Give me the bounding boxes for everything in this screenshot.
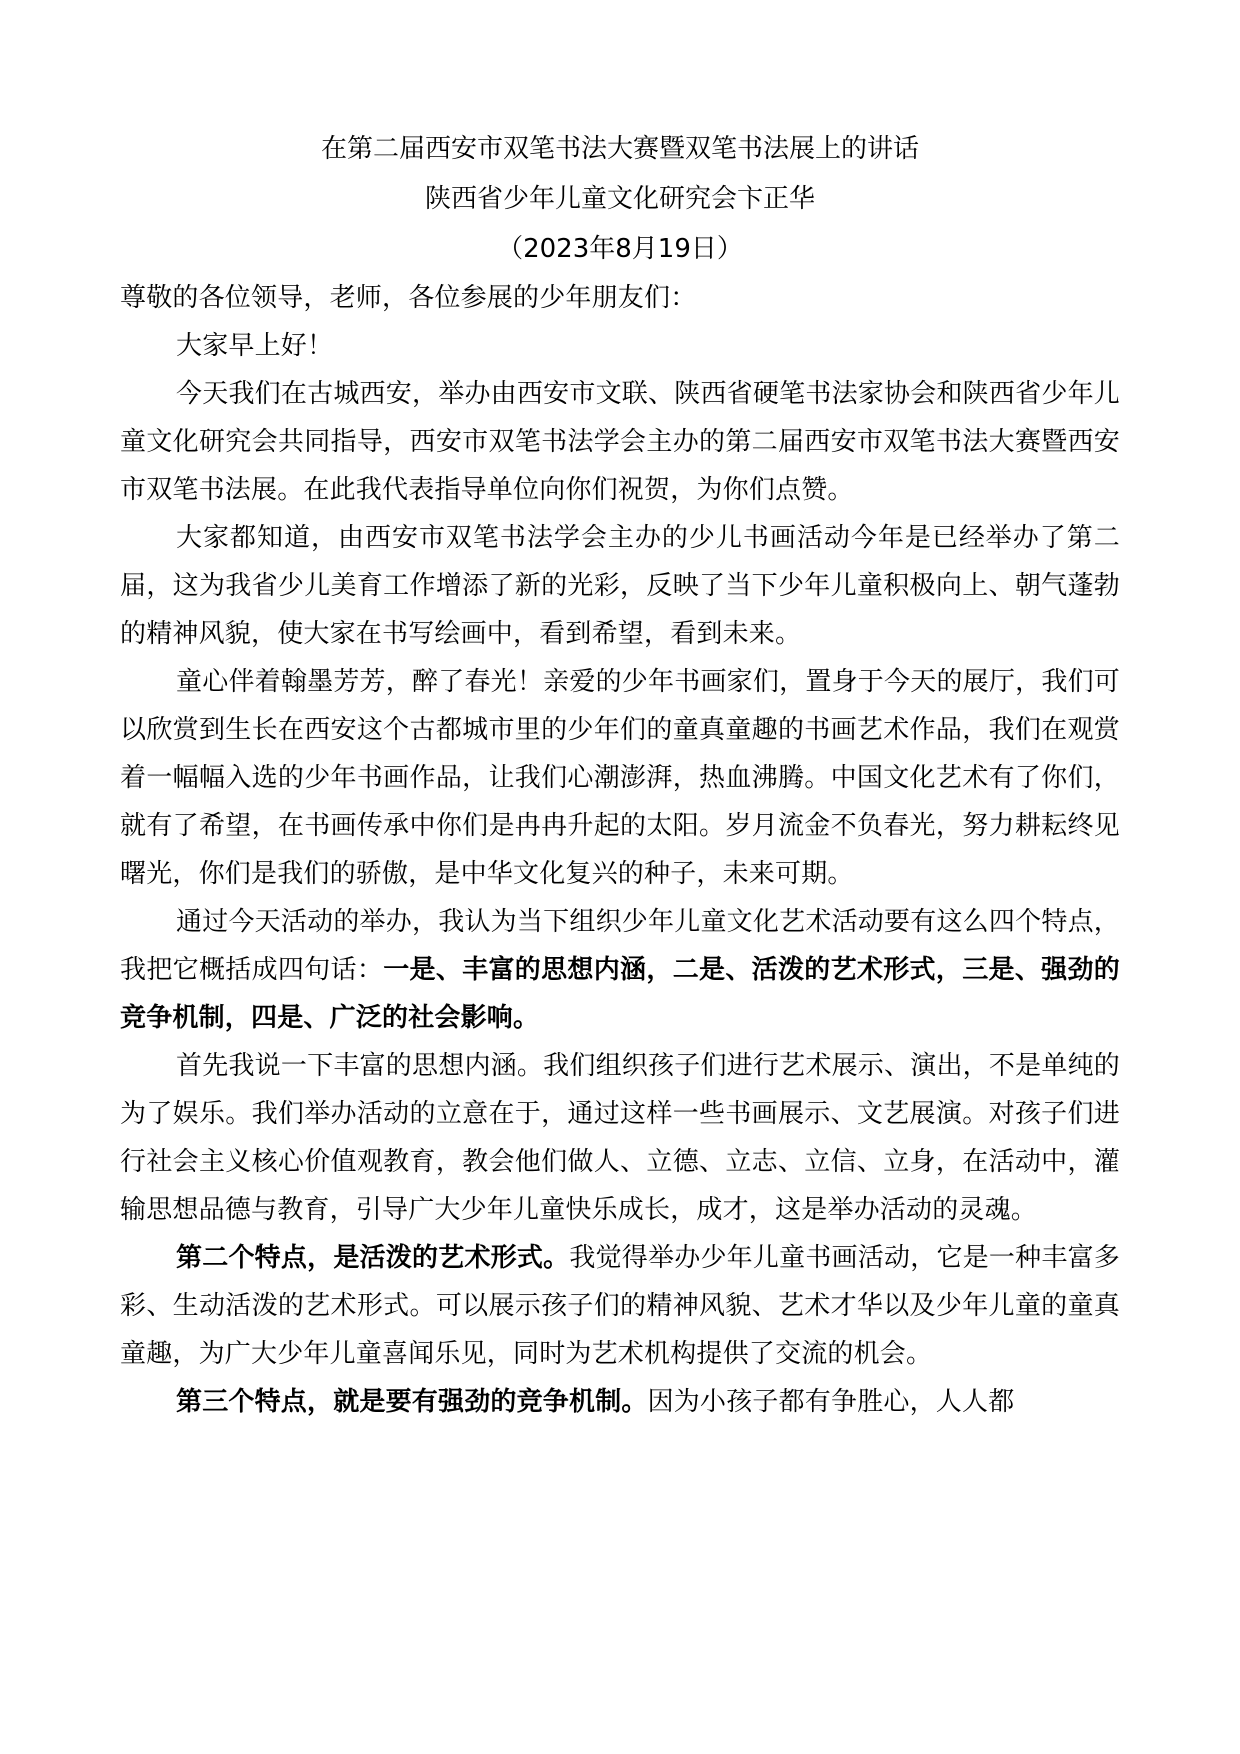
- document-author: 陕西省少年儿童文化研究会卞正华: [424, 184, 815, 214]
- document-page: [120, 124, 1120, 1426]
- paragraph-7-body: 因为小孩子都有争胜心，人人都: [647, 1387, 1015, 1417]
- paragraph-2: 大家都知道，由西安市双笔书法学会主办的少儿书画活动今年是已经举办了第二届，这为我省少儿美育工作增添了新的光彩，反映了当下少年儿童积极向上、朝气蓬勃的精神风貌，使大家在书写绘画中，看到希望，看到未来。: [120, 523, 1120, 649]
- paragraph-6-body: 我觉得举办少年儿童书画活动，它是一种丰富多彩、生动活泼的艺术形式。可以展示孩子们的精神风貌、艺术才华以及少年儿童的童真童趣，为广大少年儿童喜闻乐见，同时为艺术机构提供了交流的机会。: [120, 1243, 1120, 1369]
- paragraph-6-heading: 第二个特点，是活泼的艺术形式。: [176, 1243, 570, 1273]
- paragraph-7-heading: 第三个特点，就是要有强劲的竞争机制。: [176, 1387, 648, 1417]
- document-title: 在第二届西安市双笔书法大赛暨双笔书法展上的讲话: [320, 134, 919, 164]
- greeting: 大家早上好！: [176, 331, 334, 361]
- paragraph-3: 童心伴着翰墨芳芳，醉了春光！亲爱的少年书画家们，置身于今天的展厅，我们可以欣赏到生长在西安这个古都城市里的少年们的童真童趣的书画艺术作品，我们在观赏着一幅幅入选的少年书画作品，让我们心潮澎湃，热血沸腾。中国文化艺术有了你们，就有了希望，在书画传承中你们是冉冉升起的太阳。岁月流金不负春光，努力耕耘终见曙光，你们是我们的骄傲，是中华文化复兴的种子，未来可期。: [120, 667, 1120, 889]
- paragraph-5: 首先我说一下丰富的思想内涵。我们组织孩子们进行艺术展示、演出，不是单纯的为了娱乐。我们举办活动的立意在于，通过这样一些书画展示、文艺展演。对孩子们进行社会主义核心价值观教育，教会他们做人、立德、立志、立信、立身，在活动中，灌输思想品德与教育，引导广大少年儿童快乐成长，成才，这是举办活动的灵魂。: [120, 1051, 1120, 1225]
- paragraph-4: [120, 898, 1120, 1042]
- paragraph-7: [120, 1378, 1120, 1426]
- paragraph-1: 今天我们在古城西安，举办由西安市文联、陕西省硬笔书法家协会和陕西省少年儿童文化研究会共同指导，西安市双笔书法学会主办的第二届西安市双笔书法大赛暨西安市双笔书法展。在此我代表指导单位向你们祝贺，为你们点赞。: [120, 379, 1120, 505]
- salutation: 尊敬的各位领导，老师，各位参展的少年朋友们：: [120, 283, 697, 313]
- paragraph-4-four-points: 一是、丰富的思想内涵，二是、活泼的艺术形式，三是、强劲的竞争机制，四是、广泛的社会影响。: [120, 955, 1120, 1033]
- paragraph-6: [120, 1234, 1120, 1378]
- paragraph-4-intro: 通过今天活动的举办，我认为当下组织少年儿童文化艺术活动要有这么四个特点，我把它概括成四句话：: [120, 907, 1120, 985]
- document-date: （2023年8月19日）: [497, 234, 743, 264]
